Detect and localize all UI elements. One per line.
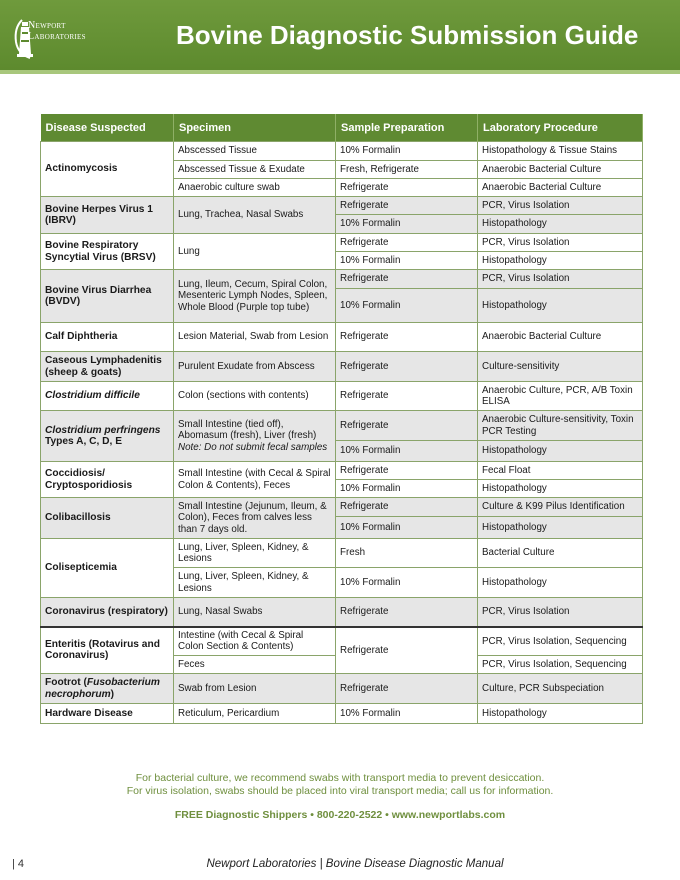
preparation-cell: Fresh, Refrigerate: [336, 161, 478, 179]
preparation-cell: 10% Formalin: [336, 704, 478, 724]
disease-name-italic: Clostridium difficile: [45, 390, 140, 402]
specimen-cell: Abscessed Tissue & Exudate: [174, 161, 336, 179]
specimen-cell: Lesion Material, Swab from Lesion: [174, 323, 336, 352]
specimen-cell: [174, 411, 336, 462]
specimen-cell: Lung, Liver, Spleen, Kidney, & Lesions: [174, 539, 336, 568]
table-row: [41, 674, 643, 704]
preparation-cell: Refrigerate: [336, 674, 478, 704]
procedure-cell: Culture-sensitivity: [478, 352, 643, 382]
submission-guide-table: [40, 114, 643, 724]
disease-cell: Coccidiosis/ Cryptosporidiosis: [41, 462, 174, 498]
disease-cell: [41, 411, 174, 462]
specimen-cell: Swab from Lesion: [174, 674, 336, 704]
preparation-cell: Refrigerate: [336, 179, 478, 197]
table-row: [41, 598, 643, 627]
procedure-cell: PCR, Virus Isolation, Sequencing: [478, 627, 643, 656]
page-number: | 4: [12, 858, 25, 870]
procedure-cell: PCR, Virus Isolation: [478, 270, 643, 289]
culture-note: For bacterial culture, we recommend swabs with transport media to prevent desiccation.: [135, 772, 545, 784]
table-row: [41, 142, 643, 161]
header-banner: [0, 0, 680, 70]
preparation-cell: Fresh: [336, 539, 478, 568]
specimen-text: Small Intestine (tied off), Abomasum (fresh), Liver (fresh): [178, 418, 317, 442]
disease-cell: Calf Diphtheria: [41, 323, 174, 352]
procedure-cell: Histopathology & Tissue Stains: [478, 142, 643, 161]
specimen-cell: Abscessed Tissue: [174, 142, 336, 161]
table-row: [41, 498, 643, 517]
procedure-cell: Histopathology: [478, 480, 643, 498]
preparation-cell: Refrigerate: [336, 411, 478, 441]
specimen-cell: Small Intestine (Jejunum, Ileum, & Colon), Feces from calves less than 7 days old.: [174, 498, 336, 539]
logo-text-bottom: Laboratories: [28, 31, 86, 42]
disease-cell: Enteritis (Rotavirus and Coronavirus): [41, 627, 174, 674]
procedure-cell: Culture, PCR Subspeciation: [478, 674, 643, 704]
preparation-cell: Refrigerate: [336, 498, 478, 517]
shippers-contact: FREE Diagnostic Shippers • 800-220-2522 • www.newportlabs.com: [174, 809, 506, 821]
disease-name-italic: Clostridium perfringens: [45, 424, 161, 436]
specimen-cell: Lung: [174, 234, 336, 270]
table-row: [41, 382, 643, 411]
disease-cell: Bovine Respiratory Syncytial Virus (BRSV): [41, 234, 174, 270]
procedure-cell: Histopathology: [478, 289, 643, 323]
table-row: [41, 627, 643, 656]
procedure-cell: Histopathology: [478, 441, 643, 462]
disease-name-rest: Types A, C, D, E: [45, 436, 122, 447]
table-row: [41, 234, 643, 252]
specimen-cell: Lung, Liver, Spleen, Kidney, & Lesions: [174, 568, 336, 598]
procedure-cell: Bacterial Culture: [478, 539, 643, 568]
procedure-cell: Histopathology: [478, 517, 643, 539]
specimen-cell: Reticulum, Pericardium: [174, 704, 336, 724]
specimen-cell: Lung, Trachea, Nasal Swabs: [174, 197, 336, 234]
procedure-cell: Histopathology: [478, 704, 643, 724]
preparation-cell: Refrigerate: [336, 234, 478, 252]
specimen-note: Note: Do not submit fecal samples: [178, 441, 328, 453]
preparation-cell: Refrigerate: [336, 270, 478, 289]
preparation-cell: Refrigerate: [336, 598, 478, 627]
specimen-cell: Feces: [174, 656, 336, 674]
table-row: [41, 197, 643, 215]
table-row: [41, 462, 643, 480]
table-row: [41, 704, 643, 724]
procedure-cell: PCR, Virus Isolation: [478, 234, 643, 252]
table-row: [41, 270, 643, 289]
col-header-procedure: Laboratory Procedure: [478, 114, 643, 142]
procedure-cell: PCR, Virus Isolation: [478, 197, 643, 215]
preparation-cell: 10% Formalin: [336, 568, 478, 598]
procedure-cell: Histopathology: [478, 568, 643, 598]
preparation-cell: 10% Formalin: [336, 441, 478, 462]
specimen-cell: Intestine (with Cecal & Spiral Colon Section & Contents): [174, 627, 336, 656]
preparation-cell: 10% Formalin: [336, 480, 478, 498]
table-row: [41, 411, 643, 441]
preparation-cell: 10% Formalin: [336, 517, 478, 539]
preparation-cell: 10% Formalin: [336, 289, 478, 323]
disease-cell: Bovine Herpes Virus 1 (IBRV): [41, 197, 174, 234]
procedure-cell: Histopathology: [478, 215, 643, 234]
manual-title: Newport Laboratories | Bovine Disease Diagnostic Manual: [206, 858, 504, 870]
procedure-cell: Anaerobic Bacterial Culture: [478, 179, 643, 197]
procedure-cell: PCR, Virus Isolation: [478, 598, 643, 627]
procedure-cell: Anaerobic Bacterial Culture: [478, 161, 643, 179]
table-row: [41, 323, 643, 352]
preparation-cell: Refrigerate: [336, 323, 478, 352]
specimen-cell: Purulent Exudate from Abscess: [174, 352, 336, 382]
disease-cell: Actinomycosis: [41, 142, 174, 197]
procedure-cell: PCR, Virus Isolation, Sequencing: [478, 656, 643, 674]
disease-name-pre: Footrot (: [45, 677, 87, 688]
disease-cell: Colisepticemia: [41, 539, 174, 598]
col-header-specimen: Specimen: [174, 114, 336, 142]
table-header-row: [41, 114, 643, 142]
disease-cell: Coronavirus (respiratory): [41, 598, 174, 627]
procedure-cell: Anaerobic Culture, PCR, A/B Toxin ELISA: [478, 382, 643, 411]
specimen-cell: Anaerobic culture swab: [174, 179, 336, 197]
table-row: [41, 352, 643, 382]
disease-cell: [41, 382, 174, 411]
col-header-preparation: Sample Preparation: [336, 114, 478, 142]
preparation-cell: Refrigerate: [336, 627, 478, 674]
disease-name-italic: Fusobacterium necrophorum: [45, 677, 160, 700]
procedure-cell: Histopathology: [478, 252, 643, 270]
specimen-cell: Lung, Ileum, Cecum, Spiral Colon, Mesenteric Lymph Nodes, Spleen, Whole Blood (Purple top tube): [174, 270, 336, 323]
procedure-cell: Fecal Float: [478, 462, 643, 480]
header-divider: [0, 70, 680, 74]
disease-cell: Bovine Virus Diarrhea (BVDV): [41, 270, 174, 323]
disease-name-post: ): [110, 688, 115, 700]
procedure-cell: Anaerobic Culture-sensitivity, Toxin PCR Testing: [478, 411, 643, 441]
page-title: Bovine Diagnostic Submission Guide: [176, 20, 639, 50]
logo-text-top: Newport: [28, 20, 66, 31]
procedure-cell: Anaerobic Bacterial Culture: [478, 323, 643, 352]
disease-cell: [41, 674, 174, 704]
preparation-cell: Refrigerate: [336, 197, 478, 215]
disease-cell: Caseous Lymphadenitis (sheep & goats): [41, 352, 174, 382]
specimen-cell: Small Intestine (with Cecal & Spiral Colon & Contents), Feces: [174, 462, 336, 498]
col-header-disease: Disease Suspected: [41, 114, 174, 142]
virus-note: For virus isolation, swabs should be placed into viral transport media; call us for information.: [126, 785, 554, 797]
table-row: [41, 539, 643, 568]
procedure-cell: Culture & K99 Pilus Identification: [478, 498, 643, 517]
preparation-cell: 10% Formalin: [336, 142, 478, 161]
disease-cell: Hardware Disease: [41, 704, 174, 724]
preparation-cell: Refrigerate: [336, 352, 478, 382]
specimen-cell: Lung, Nasal Swabs: [174, 598, 336, 627]
preparation-cell: Refrigerate: [336, 462, 478, 480]
preparation-cell: 10% Formalin: [336, 215, 478, 234]
preparation-cell: Refrigerate: [336, 382, 478, 411]
preparation-cell: 10% Formalin: [336, 252, 478, 270]
disease-cell: Colibacillosis: [41, 498, 174, 539]
specimen-cell: Colon (sections with contents): [174, 382, 336, 411]
